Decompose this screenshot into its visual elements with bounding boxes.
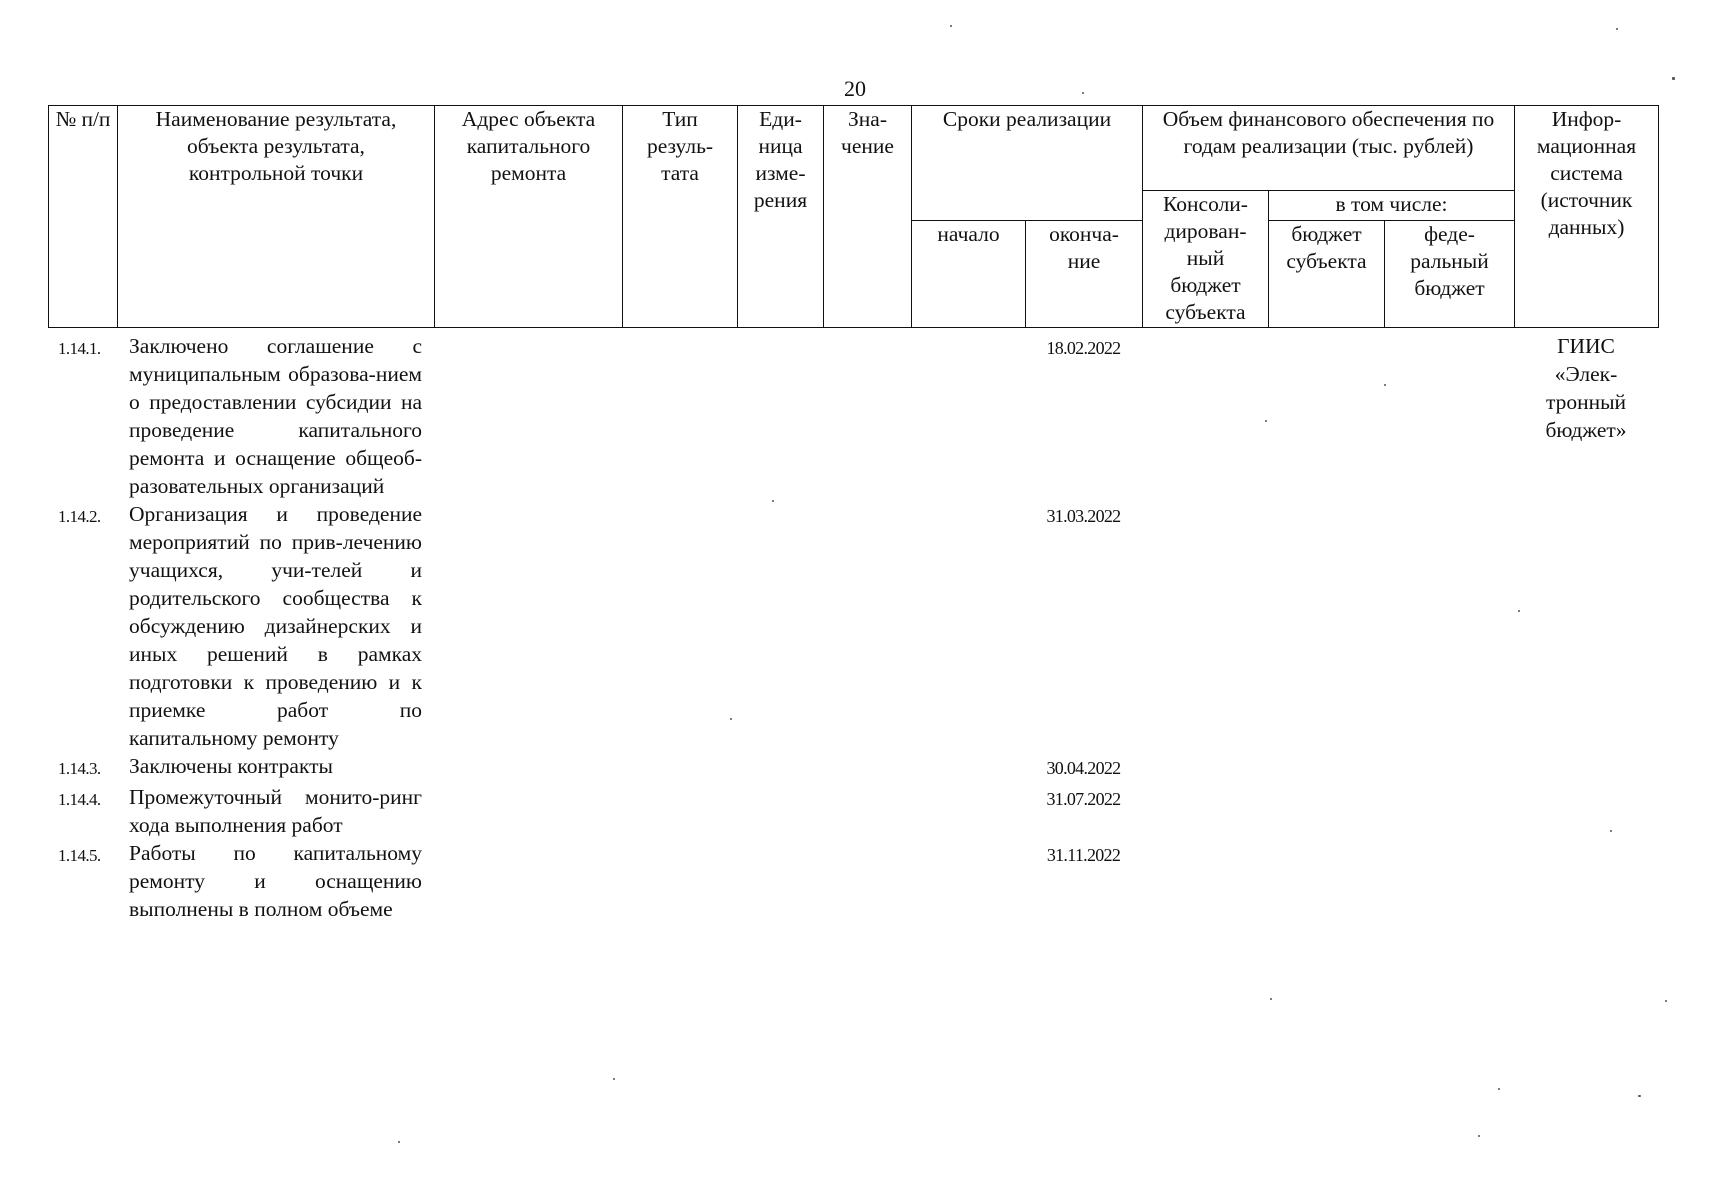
row-name: Заключены контракты (129, 754, 333, 778)
header-start: начало (912, 221, 1026, 328)
row-name: Заключено соглашение с муниципальным образова-нием о предоставлении субсидии на проведение капитального ремонта и оснащение общеоб-разовательных организаций (129, 334, 422, 498)
row-num: 1.14.1. (58, 339, 101, 358)
scan-speck (398, 1141, 400, 1143)
row-name: Организация и проведение мероприятий по прив-лечению учащихся, учи-телей и родительского сообщества к обсуждению дизайнерских и иных решений в рамках подготовки к проведению и к приемке работ по капитальному ремонту (129, 502, 422, 750)
row-num: 1.14.4. (58, 790, 101, 809)
header-end: оконча-ние (1026, 221, 1143, 328)
row-info-system (1514, 500, 1658, 752)
row-end-date: 30.04.2022 (1046, 758, 1121, 778)
header-finance: Объем финансового обеспечения по годам реализации (тыс. рублей) (1143, 106, 1515, 191)
row-num: 1.14.3. (58, 759, 101, 778)
header-consolidated: Консоли-дирован-ный бюджет субъекта (1143, 191, 1269, 328)
row-info-system (1514, 752, 1658, 783)
header-terms: Сроки реализации (912, 106, 1143, 221)
scan-speck (1638, 1095, 1641, 1097)
table-row (48, 332, 1658, 500)
row-info-system (1514, 839, 1658, 923)
header-name: Наименование результата, объекта результата, контрольной точки (118, 106, 435, 328)
row-end-date: 31.03.2022 (1046, 506, 1121, 526)
table-row (48, 783, 1658, 839)
scan-speck (772, 500, 774, 502)
row-info-system (1514, 783, 1658, 839)
scan-speck (1270, 998, 1272, 1000)
row-end-date: 31.07.2022 (1046, 789, 1121, 809)
results-table (48, 332, 1658, 923)
row-info-system: ГИИС «Элек-тронный бюджет» (1545, 334, 1627, 442)
row-end-date: 18.02.2022 (1046, 338, 1121, 358)
header-value: Зна-чение (824, 106, 912, 328)
scan-speck (1082, 92, 1084, 94)
scan-speck (1616, 28, 1618, 30)
scan-speck (730, 718, 732, 720)
page-number: 20 (844, 76, 866, 101)
scan-speck (1610, 830, 1612, 832)
row-num: 1.14.5. (58, 846, 101, 865)
row-name: Работы по капитальному ремонту и оснащению выполнены в полном объеме (129, 841, 422, 921)
scan-speck (1498, 1088, 1500, 1090)
header-address: Адрес объекта капитального ремонта (435, 106, 623, 328)
scan-speck (613, 1078, 615, 1080)
table-header (48, 105, 1659, 328)
table-row (48, 839, 1658, 923)
scan-speck (950, 25, 952, 27)
header-including: в том числе: (1269, 191, 1515, 221)
scan-speck (1518, 610, 1520, 612)
header-federal-budget: феде-ральный бюджет (1385, 221, 1515, 328)
scan-speck (1478, 1135, 1480, 1137)
header-num: № п/п (49, 106, 118, 328)
header-info-system: Инфор-мационная система (источник данных) (1515, 106, 1659, 328)
row-name: Промежуточный монито-ринг хода выполнения работ (129, 785, 422, 837)
row-end-date: 31.11.2022 (1046, 845, 1121, 865)
header-subject-budget: бюджет субъекта (1269, 221, 1385, 328)
scan-speck (1384, 384, 1386, 386)
scan-speck (1672, 77, 1675, 80)
header-type: Тип резуль-тата (623, 106, 738, 328)
row-num: 1.14.2. (58, 507, 101, 526)
table-row (48, 500, 1658, 752)
scan-speck (1265, 420, 1267, 422)
table-row (48, 752, 1658, 783)
scan-speck (1665, 1000, 1667, 1002)
header-unit: Еди-ница изме-рения (738, 106, 824, 328)
